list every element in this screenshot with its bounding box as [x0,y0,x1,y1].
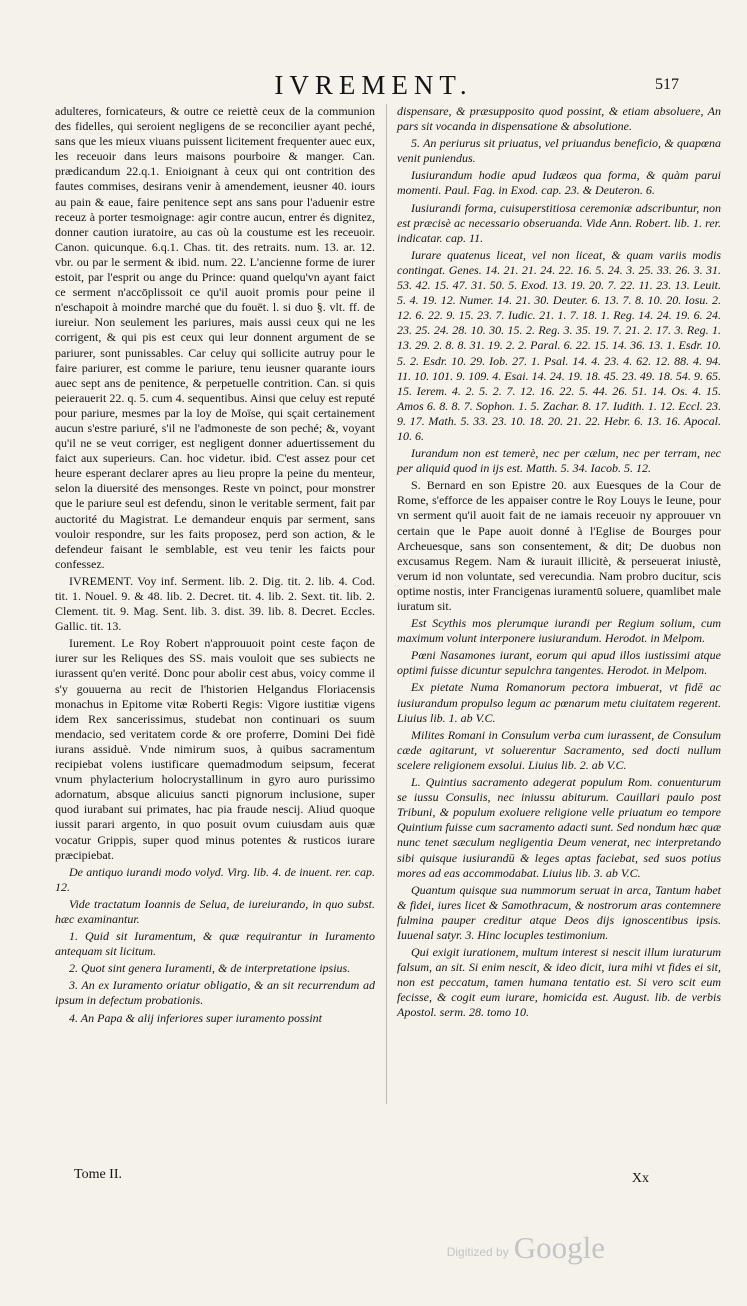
right-paragraph: Iurandum non est temerè, nec per cælum, nec per terram, nec per aliquid quod in ijs est. Matth. 5. 34. Iacob. 5. 12. [397,446,721,476]
left-paragraph: De antiquo iurandi modo volyd. Virg. lib. 4. de inuent. rer. cap. 12. [55,864,375,894]
right-paragraph: dispensare, & præsupposito quod possint, & etiam absoluere, An pars sit vocanda in dispensatione & absolutione. [397,104,721,134]
left-paragraph: adulteres, fornicateurs, & outre ce reiettè ceux de la communion des fidelles, qui seroient negligens de se reconcilier ayant peché, sans que les mieux viuans puissent licitement frequenter auec eux, les receuoir dans leurs maisons pourboire & manger. Can. prædicandum 22.q.1. Enioignant à ceux qui ont contrition des fautes commises, desirans venir à amendement, ieusner 40. iours au pain & eaue, faire penitence sept ans sans pour l'aduenir estre receuz à porter tesmoignage: agir contre aucun, entrer és dignitez, donner caution iuratoire, au cas où la coustume est les receuoir. Canon. quicunque. 6.q.1. Chas. tit. des retraits. num. 13. ar. 12. vbr. ou par le serment & ibid. num. 22. L'ancienne forme de iurer estoit, par l'esprit ou ange du Prince: quand quelqu'vn ayant faict ce serment n'accōplissoit ce qu'il auoit promis pour peine il n'eschapoit à moindre marché que du fouët. l. si duo §. vlt. ff. de iureiur. Non seulement les pariures, mais aussi ceux qui ne les corrigent, & qui pis est ceux qui leur donnent argument de se pariurer, sont punissables. Car celuy qui sollicite autruy pour le faire pariurer, est comme le pariure, tenu ieusner quarante iours auec sept ans de penitence, & perpetuelle contrition. Can. si quis peierauerit 22. q. 5. cum 4. sequentibus. Ainsi que celuy est reputé pour pariure, mesmes par la loy de Moïse, qui sçait certainement aucun s'estre pariuré, s'il ne l'admoneste de son peché; &, voyant qu'il ne se veut corriger, est negligent donner aduertissement du faict aux superieurs. Can. hoc videtur. ibid. C'est assez pour cet heure esperant declarer apres au lieu propre la peine du menteur, selon la diuersité des mensonges. Reste vn poinct, pour monstrer que le pariure seul est defendu, sinon le veritable serment, fait par auctorité du Magistrat. Le demandeur enquis par serment, sans vouloir respondre, sur les faits proposez, perd son action, & le defendeur faisant le semblable, est veu tenir les faicts pour confessez. [55,104,375,571]
left-paragraph: 4. An Papa & alij inferiores super iuramento possint [69,1010,323,1025]
left-paragraph: 3. An ex Iuramento oriatur obligatio, & an sit recurrendum ad ipsum in defectum probationis. [55,978,375,1008]
right-paragraph: Iurare quatenus liceat, vel non liceat, & quam variis modis contingat. Genes. 14. 21. 21. 24. 22. 16. 5. 24. 3. 25. 33. 26. 3. 31. 53. 42. 15. 47. 31. 50. 5. Exod. 13. 19. 20. 7. 22. 11. 23. 13. Leuit. 5. 4. 19. 12. Numer. 14. 21. 30. Deuter. 6. 13. 7. 8. 10. 20. Iosu. 2. 12. 6. 22. 9. 15. 23. 7. Iudic. 21. 1. 7. 18. 1. Reg. 14. 24. 19. 6. 24. 23. 25. 24. 28. 10. 30. 15. 2. Reg. 3. 35. 19. 7. 21. 2. 17. 3. Reg. 1. 13. 29. 2. 8. 8. 31. 19. 2. 2. Paral. 6. 22. 15. 14. 36. 13. 1. Esdr. 10. 5. 2. Esdr. 10. 29. Iob. 27. 1. Psal. 14. 4. 23. 4. 62. 12. 88. 4. 94. 11. 10. 101. 9. 109. 4. Esai. 14. 24. 19. 18. 45. 23. 49. 18. 54. 9. 65. 15. Ierem. 4. 2. 5. 2. 7. 12. 16. 22. 5. 44. 26. 51. 14. Os. 4. 15. Amos 6. 8. 8. 7. Sophon. 1. 5. Zachar. 8. 17. Iudith. 1. 12. Eccl. 23. 9. 17. Math. 5. 33. 23. 10. 18. 20. 21. 22. Hebr. 6. 13. 16. Apocal. 10. 6. [397,247,721,443]
watermark-prefix: Digitized by [446,1245,509,1259]
left-paragraph: Iurement. Le Roy Robert n'approuuoit point ceste façon de iurer sur les Reliques des SS. mais vouloit que ses subiects ne iurassent qu'en verité. Donc pour abolir cest abus, voicy comme il s'y gouuerna au recit de l'historien Helgandus Floriacensis monachus in Epitome vitæ Roberti Regis: Vigore iustitiæ vigens idem Rex sancerissimus, studebat non continuari os suum mendacio, sed veritatem corde & ore proferre, Domini Dei fidè iurans assiduè. Vnde nimirum suos, à quibus sacramentum recipiebat volens iustificare quemadmodum seipsum, fecerat vnum phylacterium holocrystallinum in gyro auro purissimo adornatum, absque alicuius sancti pignorum inclusione, super quod iurabant sui primates, hac pia fraude nescij. Aliud quoque iussit parari argento, in quo posuit ovum cuiusdam auis quæ vocatur Grippis, super quod minus potentes & rusticos iurare præcipiebat. [55,636,375,862]
right-paragraph: Iusiurandi forma, cuisuperstitiosa ceremoniæ adscribuntur, non est præcisè ac necessario obseruanda. Vide Ann. Robert. lib. 1. rer. indicatar. cap. 11. [397,200,721,245]
right-paragraph: S. Bernard en son Epistre 20. aux Euesques de la Cour de Rome, s'efforce de les appaiser contre le Roy Louys le Ieune, pour vn serment qu'il auoit fait de ne iamais receuoir ny approuuer vn certain que le Pape auoit donné à l'Eglise de Bourges pour Archeuesque, sans son consentement, & dit; De duobus non excusamus Regem. Nam & iurauit illicitè, & perseuerat iniustè, verum id non voluntate, sed verecundia. Nam probro ducitur, scis optime nostis, inter Francigenas iuramentū soluere, quamlibet male iuratum sit. [397,478,721,613]
right-paragraph: Milites Romani in Consulum verba cum iurassent, de Consulum cæde agitarunt, vt soluerentur Sacramento, sed docti nullum scelere religionem exsolui. Liuius lib. 2. ab V.C. [397,727,721,772]
right-paragraph: Pœni Nasamones iurant, eorum qui apud illos iustissimi atque optimi fuisse dicuntur sepulchra tangentes. Herodot. in Melpom. [397,648,721,678]
digitized-watermark [447,1230,605,1266]
column-divider [386,104,387,1104]
right-paragraph: 5. An periurus sit priuatus, vel priuandus beneficio, & quapœna venit puniendus. [397,136,721,166]
tome-label: Tome II. [74,1167,123,1182]
right-paragraph: L. Quintius sacramento adegerat populum Rom. conuenturum se iussu Consulis, nec iniussu abiturum. Cauillari paulo post Tribuni, & populum exoluere religione velle priuatum eo tempore Quintium fuisse cum sacramento adacti sunt. Sed nondum hæc quæ nunc tenet sæculum negligentia Deum venerat, nec interpretando sibi quisque iusiurandū & leges aptas faciebat, sed suos potius mores ad eas accommodabat. Liuius lib. 3. ab V.C. [397,775,721,880]
left-paragraph: IVREMENT. Voy inf. Serment. lib. 2. Dig. tit. 2. lib. 4. Cod. tit. 1. Nouel. 9. & 48. lib. 2. Decret. tit. 4. lib. 2. Sext. tit. lib. 2. Clement. tit. 9. Mag. Sent. lib. 3. dist. 39. lib. 8. Decret. Eccles. Gallic. tit. 13. [55,573,375,634]
right-paragraph: Iusiurandum hodie apud Iudæos qua forma, & quàm parui momenti. Paul. Fag. in Exod. cap. 23. & Deuteron. 6. [397,168,721,198]
right-paragraph: Qui exigit iurationem, multum interest si nescit illum iuraturum falsum, an sit. Si enim nescit, & ideo dicit, iura mihi vt fides ei sit, non est peccatum, tamen humana tentatio est. Si vero scit eum fecisse, & cogit eum iurare, homicida est. August. lib. de verbis Apostol. serm. 28. tomo 10. [397,945,721,1020]
left-paragraph: 1. Quid sit Iuramentum, & quæ requirantur in Iuramento antequam sit licitum. [55,929,375,959]
page-number: 517 [655,76,679,93]
left-column [55,104,375,1028]
right-column [397,104,721,1023]
running-head-title: IVREMENT. [274,70,473,100]
right-paragraph: Quantum quisque sua nummorum seruat in arca, Tantum habet & fidei, iures licet & Samothracum, & nostrorum aras contemnere fulmina pauper creditur atque Deos dijs ignoscentibus ipsis. Iuuenal satyr. 3. Hinc locuples testimonium. [397,882,721,942]
right-paragraph: Est Scythis mos plerumque iurandi per Regium solium, cum maximum volunt interponere iusiurandum. Herodot. in Melpom. [397,616,721,646]
left-paragraph: Vide tractatum Ioannis de Selua, de iureiurando, in quo subst. hæc examinantur. [55,896,375,926]
signature-mark: Xx [631,1171,649,1186]
google-logo: Google [513,1230,605,1265]
left-paragraph: 2. Quot sint genera Iuramenti, & de interpretatione ipsius. [69,961,351,976]
right-paragraph: Ex pietate Numa Romanorum pectora imbuerat, vt fidē ac iusiurandum propulso legum ac pœnarum metu ciuitatem regerent. Liuius lib. 1. ab V.C. [397,680,721,725]
